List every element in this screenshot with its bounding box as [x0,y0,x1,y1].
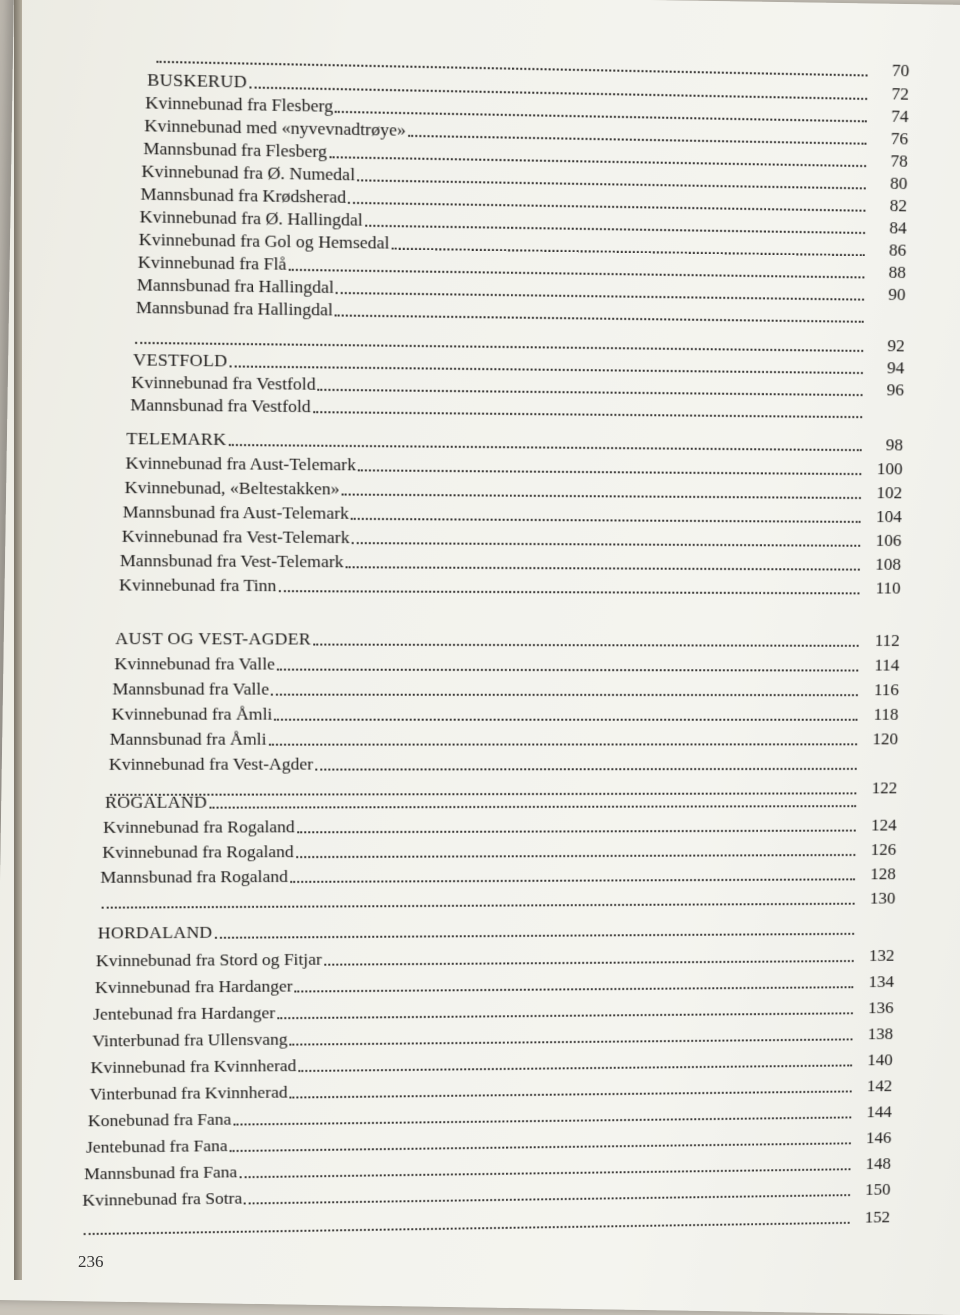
toc-page-number: 116 [864,679,899,700]
toc-entry-title: Kvinnebunad fra Gol og Hemsedal [139,229,390,254]
toc-entry [95,970,894,998]
dot-leader [324,960,854,966]
toc-entry-title: Kvinnebunad fra Stord og Fitjar [96,949,322,971]
toc-entry-title: Kvinnebunad fra Valle [114,653,275,674]
toc-page-number: 100 [867,458,903,479]
toc-page-number: 134 [859,971,894,992]
dot-leader [295,986,854,992]
toc-page-number: 148 [856,1153,891,1174]
toc-page-number: 112 [864,630,899,651]
toc-entry-title: Kvinnebunad fra Sotra [82,1188,242,1211]
toc-entry [103,814,897,838]
toc-page-number: 82 [871,195,907,217]
toc-entry-title: Mannsbunad fra Hallingdal [136,297,333,321]
toc-entry-title: Mannsbunad fra Valle [112,678,269,699]
toc-entry-title: Mannsbunad fra Aust-Telemark [123,501,349,524]
toc-entry-title: Mannsbunad fra Vest-Telemark [120,550,344,572]
toc-entry-title: Mannsbunad fra Rogaland [100,866,288,888]
toc-entry [119,573,901,598]
toc-entry-title: Kvinnebunad fra Hardanger [95,976,293,998]
toc-page-number: 92 [869,335,905,356]
toc-section-heading [105,789,897,813]
toc-page-number: 104 [866,506,902,527]
toc-entry [112,703,899,725]
toc-page-number: 72 [873,83,909,105]
toc-entry-title: Konebunad fra Fana [88,1109,232,1131]
dot-leader [214,933,854,939]
dot-leader [298,1064,852,1072]
dot-leader [315,768,857,771]
toc-entry-title: Kvinnebunad fra Kvinnherad [90,1055,296,1078]
dot-leader [239,1168,850,1178]
toc-page-number: 142 [857,1076,892,1097]
toc-entry-title: ROGALAND [105,792,207,813]
toc-page-number: 88 [870,261,906,283]
dot-leader [209,805,856,809]
dot-leader [278,590,859,594]
toc-section-heading [115,627,900,651]
toc-entry-title: Kvinnebunad fra Aust-Telemark [125,452,356,475]
dot-leader [358,469,861,475]
toc-entry-title: AUST OG VEST-AGDER [115,628,311,650]
toc-page-number: 86 [871,239,907,261]
toc-entry [82,1178,890,1210]
dot-leader [352,542,861,547]
toc-entry [100,863,896,888]
toc-page-number: 120 [863,729,898,750]
toc-entry [125,476,903,504]
toc-page-number: 150 [856,1179,891,1200]
toc-entry-title: Mannsbunad fra Vestfold [130,394,311,417]
toc-entry [90,1075,893,1105]
toc-entry-title: Jentebunad fra Hardanger [93,1002,275,1024]
dot-leader [244,1194,850,1204]
toc-page-number: 114 [864,655,899,676]
dot-leader [229,1142,850,1152]
toc-entry-title: Kvinnebunad fra Rogaland [103,816,295,837]
dot-leader [297,830,856,834]
toc-page-number: 106 [866,530,902,551]
toc-entry-title: Kvinnebunad fra Vest-Agder [109,754,313,775]
dot-leader [290,878,855,883]
toc-entry-title: Mannsbunad fra Hallingdal [137,274,334,298]
dot-leader [346,566,860,570]
toc-page-number: 78 [872,150,908,172]
toc-entry-title: Mannsbunad fra Fana [84,1162,237,1185]
toc-page-number: 136 [859,998,894,1019]
dot-leader [290,1090,852,1098]
toc-entry [96,944,895,971]
toc-entry-title: Kvinnebunad fra Flå [138,251,287,275]
toc-entry-title: Kvinnebunad, «Beltestakken» [125,477,340,500]
toc-page-number: 76 [872,128,908,150]
toc-entry [109,752,898,775]
toc-entry-title: Kvinnebunad fra Vest-Telemark [122,526,350,549]
toc-entry-title: Kvinnebunad fra Flesberg [145,92,333,117]
toc-entry [114,652,899,675]
dot-leader [84,1222,850,1235]
toc-page-number: 96 [868,379,904,400]
toc-page-number: 146 [857,1128,892,1149]
dot-leader [313,411,862,418]
toc-entry-title: Kvinnebunad fra Ø. Numedal [141,160,355,185]
dot-leader [335,314,864,322]
toc-page-number: 80 [872,172,908,194]
toc-entry-title: Mannsbunad fra Krødsherad [140,183,346,208]
toc-entry [120,549,901,575]
dot-leader [313,644,859,647]
page-number: 236 [78,1252,104,1272]
toc-entry-title: Vinterbunad fra Kvinnherad [90,1082,288,1105]
toc-page-number: 98 [867,434,903,455]
dot-leader [296,854,856,858]
dot-leader [268,743,857,745]
toc-page-number: 126 [861,839,896,860]
toc-entry [112,677,899,700]
toc-entry-title: HORDALAND [98,922,213,944]
toc-entry [102,838,896,863]
toc-entry-title: TELEMARK [126,428,226,450]
toc-entry-title: Kvinnebunad fra Vestfold [131,372,316,395]
toc-entry [122,525,902,551]
toc-page-number: 108 [866,554,902,575]
toc-page-number: 102 [867,482,903,503]
toc-page-number: 90 [870,284,906,306]
toc-entry-title: Vinterbunad fra Ullensvang [92,1029,287,1051]
toc-entry [90,1049,892,1078]
dot-leader [277,1012,853,1019]
toc-page-number: 84 [871,217,907,239]
toc-entry-title: Kvinnebunad fra Tinn [119,574,276,596]
toc-page-number: 94 [869,357,905,378]
dot-leader [102,903,855,909]
toc-entry-title: Mannsbunad fra Flesberg [143,138,327,163]
toc-page-number: 152 [855,1207,890,1228]
toc-entry-title: Kvinnebunad fra Ø. Hallingdal [140,206,363,231]
toc-entry [125,451,902,479]
toc-entry-title: Mannsbunad fra Åmli [110,729,267,750]
toc-entry-title: BUSKERUD [147,69,247,93]
toc-page-number: 138 [858,1024,893,1045]
toc-entry-title: Jentebunad fra Fana [86,1135,228,1157]
dot-leader [271,694,858,697]
toc-page-number: 118 [863,704,898,725]
dot-leader [274,719,857,721]
dot-leader [277,669,858,672]
toc-page-number: 144 [857,1102,892,1123]
toc-page-number: 110 [865,578,901,599]
toc-entry [92,1023,893,1052]
dot-leader [228,444,861,451]
toc-page-number: 124 [861,815,896,836]
toc-entry-title: VESTFOLD [133,349,227,372]
toc-section-heading [98,917,895,943]
toc-page-number: 128 [861,864,896,885]
toc-page-number: 130 [860,888,895,909]
dot-leader [351,518,861,523]
toc-entry [123,500,902,527]
toc-entry [110,728,899,750]
toc-entry [93,997,894,1025]
toc-page-number: 140 [858,1050,893,1071]
toc-entry [81,1206,890,1239]
dot-leader [233,1116,851,1125]
toc-page-number: 122 [862,778,897,799]
toc-page-number: 132 [859,945,894,966]
dot-leader [342,494,861,499]
dot-leader [290,1038,853,1045]
toc-entry-title: Kvinnebunad fra Rogaland [102,841,294,863]
toc-entry-title: Kvinnebunad med «nyvevnadtrøye» [144,115,406,141]
toc-entry [88,1101,892,1132]
toc-page-number: 70 [873,59,909,81]
toc-entry [99,887,895,913]
toc-entry-title: Kvinnebunad fra Åmli [112,704,273,725]
toc-section-heading [126,427,903,456]
toc-page-number: 74 [873,105,909,127]
